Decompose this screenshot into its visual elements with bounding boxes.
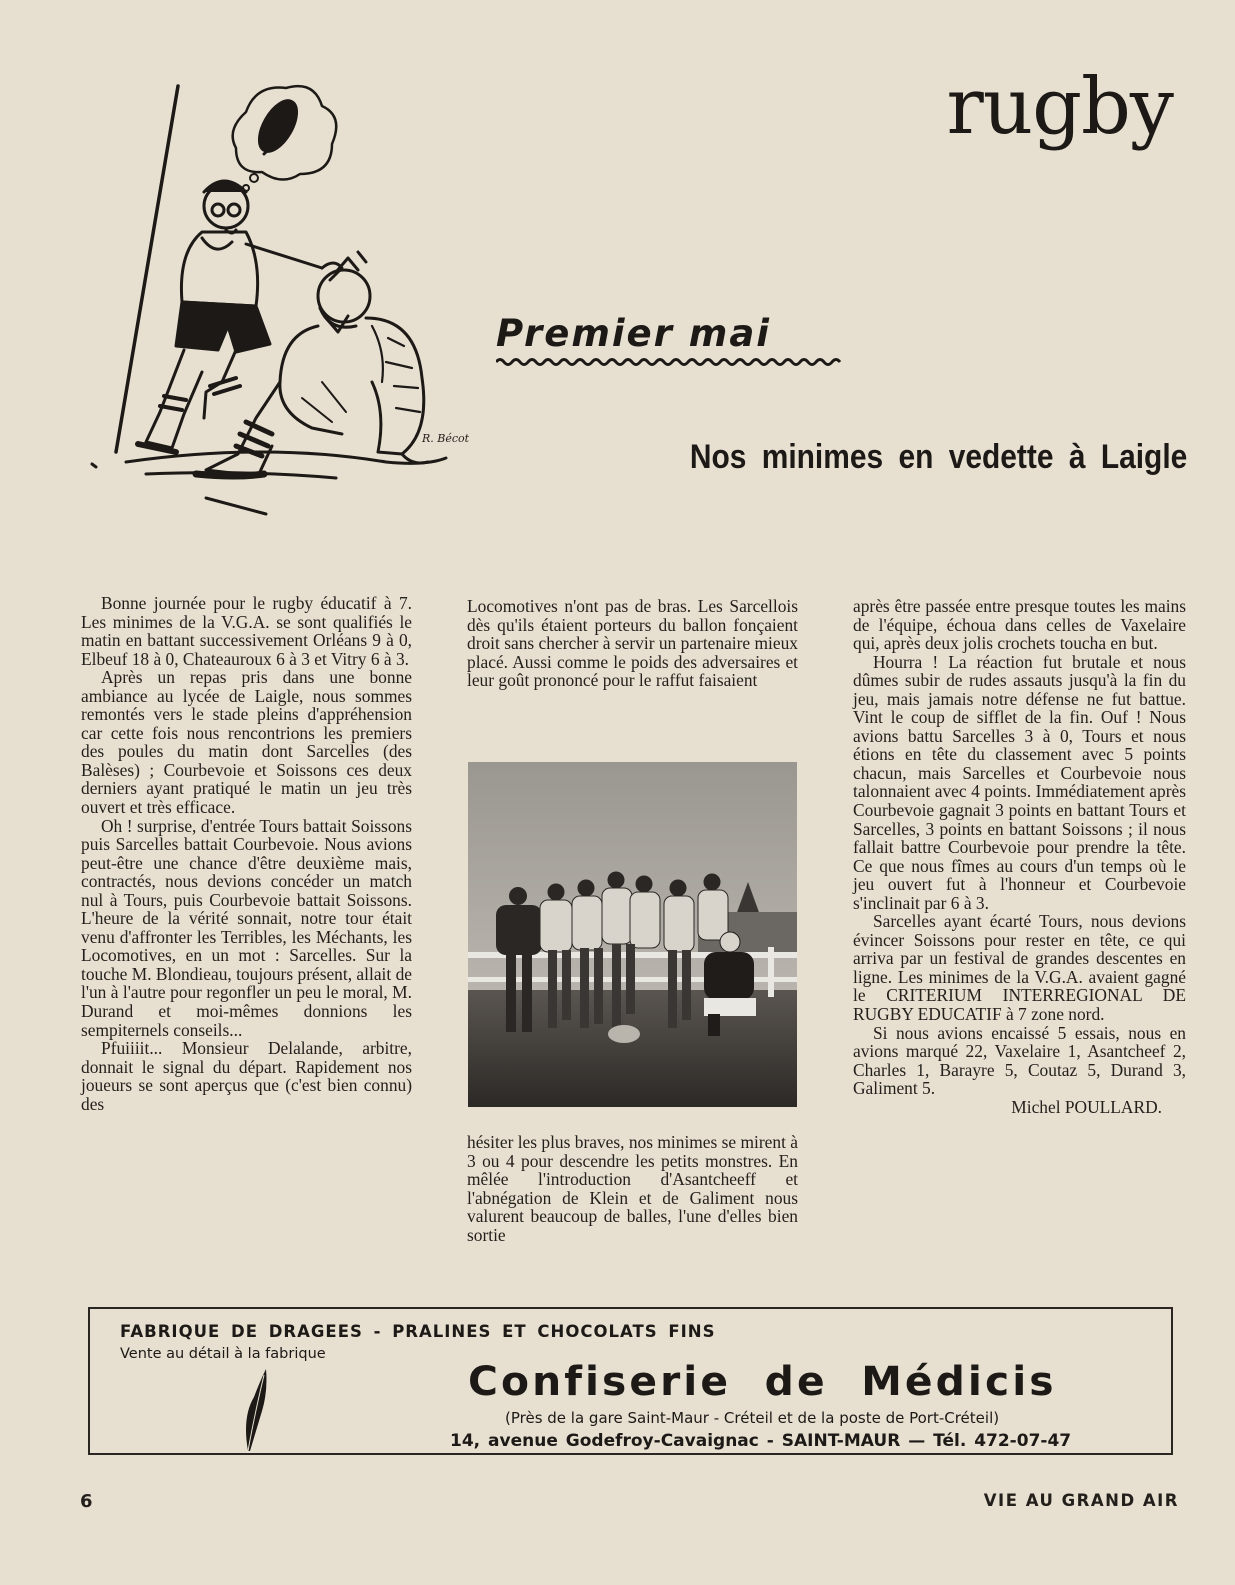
paragraph: Hourra ! La réaction fut brutale et nous dûmes subir de rudes assauts jusqu'à la fin du jeu, mais jamais notre défense ne fut battue. Vint le coup de sifflet de la fin. Ouf ! Nous avions battu Sarcelles 3 à 0, Tours et nous étions en tête du classement avec 5 points chacun, mais Sarcelles et Courbevoie nous talonnaient avec 4 points. Immédiatement après Courbevoie gagnait 3 points en battant Tours et Sarcelles, 3 points en battant Soissons ; il nous fallait battre Courbevoie pour prendre la tête. Ce que nous fîmes au cours d'un temps où le jeu ouvert fut à l'honneur et Courbevoie s'inclinait par 6 à 3. [853, 651, 1186, 913]
ad-address: 14, avenue Godefroy-Cavaignac - SAINT-MAUR — Tél. 472-07-47 [450, 1431, 1072, 1451]
article-column-2-top [467, 597, 798, 690]
article-column-1 [81, 594, 412, 1113]
article-column-2-bottom [467, 1133, 798, 1244]
ad-tagline: FABRIQUE DE DRAGEES - PRALINES ET CHOCOLATS FINS [120, 1322, 716, 1341]
article-headline: Nos minimes en vedette à Laigle [689, 438, 1187, 476]
paragraph: après être passée entre presque toutes les mains de l'équipe, échoua dans celles de Vaxelaire qui, après deux jolis crochets toucha en but. [853, 596, 1186, 654]
ad-brand-name: Confiserie de Médicis [468, 1359, 1057, 1405]
paragraph: hésiter les plus braves, nos minimes se mirent à 3 ou 4 pour descendre les petits monstres. En mêlée l'introduction d'Asantcheeff et l'abnégation de Klein et de Galiment nous valurent beaucoup de balles, l'une d'elles bien sortie [467, 1132, 798, 1245]
team-photo [468, 762, 797, 1107]
kicker-wavy-underline [496, 356, 842, 368]
section-title: rugby [946, 62, 1173, 152]
article-signature: Michel POULLARD. [1011, 1096, 1162, 1117]
paragraph: Locomotives n'ont pas de bras. Les Sarcellois dès qu'ils étaient porteurs du ballon fonçaient droit sans chercher à servir un partenaire mieux placé. Aussi comme le poids des adversaires et leur goût prononcé pour le raffut faisaient [467, 596, 798, 691]
ad-location-note: (Près de la gare Saint-Maur - Créteil et de la poste de Port-Créteil) [505, 1409, 1000, 1427]
paragraph: Bonne journée pour le rugby éducatif à 7. Les minimes de la V.G.A. se sont qualifiés le matin en battant successivement Orléans 9 à 0, Elbeuf 18 à 0, Chateauroux 6 à 3 et Vitry 6 à 3. [81, 593, 412, 669]
page-number: 6 [80, 1491, 93, 1512]
paragraph: Après un repas pris dans une bonne ambiance au lycée de Laigle, nous sommes remontés vers le stade pleins d'appréhension car cette fois nous rencontrions les premiers des poules du matin dont Sarcelles (des Balèses) ; Courbevoie et Soissons ces deux derniers ayant pratiqué le matin un jeu très ouvert et très efficace. [81, 667, 412, 818]
article-kicker: Premier mai [496, 312, 771, 355]
feather-icon [240, 1367, 270, 1453]
paragraph: Oh ! surprise, d'entrée Tours battait Soissons puis Sarcelles battait Courbevoie. Nous avions peut-être une chance d'être deuxième mais, contractés, nous devions concéder un match nul à Tours, puis Courbevoie battait Soissons. L'heure de la vérité sonnait, notre tour était venu d'affronter les Terribles, les Méchants, les Locomotives, en un mot : Sarcelles. Sur la touche M. Blondieau, toujours présent, allait de l'un à l'autre pour regonfler un peu le moral, M. Durand et moi-mêmes donnions les sempiternels conseils... [81, 815, 412, 1040]
confiserie-advertisement [88, 1307, 1173, 1455]
publication-name: VIE AU GRAND AIR [983, 1491, 1179, 1510]
article-column-3 [853, 597, 1186, 1116]
ad-subline: Vente au détail à la fabrique [120, 1346, 326, 1362]
illustrator-signature: R. Bécot [422, 432, 470, 445]
paragraph: Sarcelles ayant écarté Tours, nous devions évincer Soissons pour rester en tête, ce qui arriva par un festival de grandes descentes en ligne. Les minimes de la V.G.A. avaient gagné le CRITERIUM INTERREGIONAL DE RUGBY EDUCATIF à 7 zone nord. [853, 911, 1186, 1025]
rugby-cartoon-illustration [86, 82, 486, 528]
paragraph: Pfuiiiit... Monsieur Delalande, arbitre, donnait le signal du départ. Rapidement nos joueurs se sont aperçus que (c'est bien connu) des [81, 1038, 412, 1114]
paragraph: Si nous avions encaissé 5 essais, nous en avions marqué 22, Vaxelaire 1, Asantcheef 2, Charles 1, Barayre 5, Coutaz 5, Durand 3, Galiment 5. [853, 1022, 1186, 1099]
